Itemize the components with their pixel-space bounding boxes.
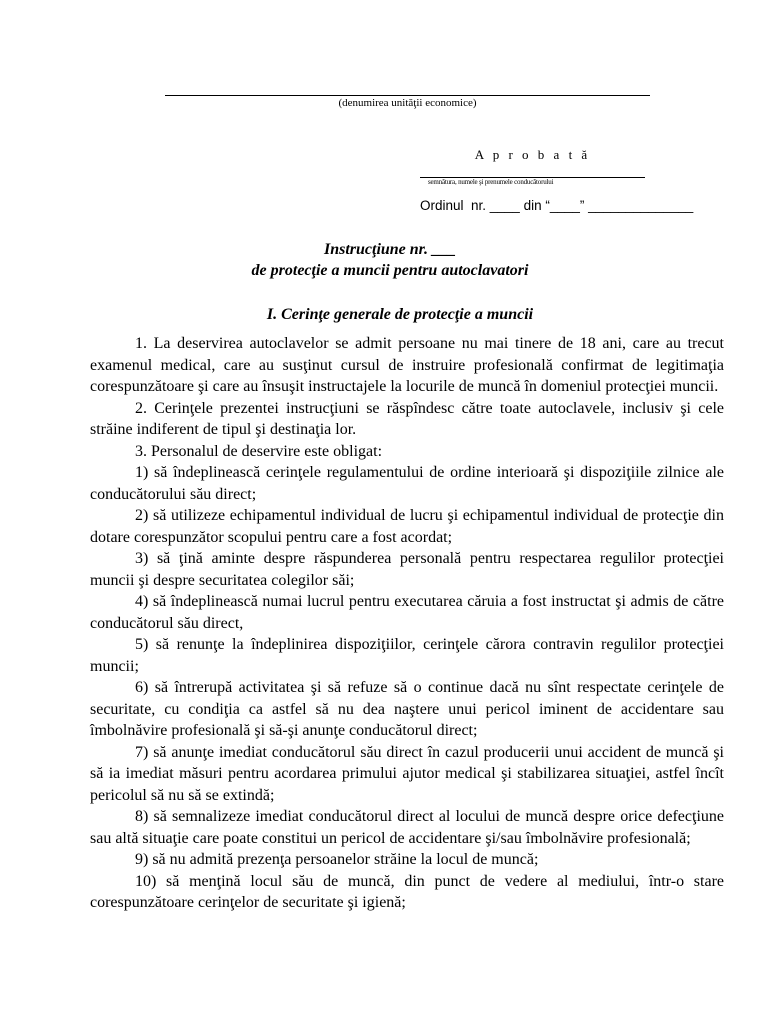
document-title-line-2: de protecţie a muncii pentru autoclavatori <box>251 262 529 279</box>
paragraph: 10) să menţină locul său de muncă, din punct de vedere al mediului, într-o stare corespunzătoare cerinţelor de securitate şi igienă; <box>90 872 724 911</box>
signature-caption: semnătura, numele şi prenumele conducătorului <box>428 178 554 186</box>
paragraph: 8) să semnalizeze imediat conducătorul direct al locului de muncă despre orice defecţiune sau altă situaţie care poate constitui un pericol de accidentare şi/sau îmbolnăvire profesională; <box>90 808 724 847</box>
paragraph: 6) să întrerupă activitatea şi să refuze să o continue dacă nu sînt respectate cerinţele de securitate, cu condiţia ca astfel să nu dea naştere unui pericol iminent de accidentare sau îmbolnăvire profesională şi să-şi anunţe conducătorul direct; <box>90 679 724 739</box>
section-title: I. Cerinţe generale de protecţie a muncii <box>266 306 534 323</box>
document-title <box>130 239 650 281</box>
paragraph: 1) să îndeplinească cerinţele regulamentului de ordine interioară şi dispoziţiile zilnice ale conducătorului său direct; <box>90 464 724 503</box>
paragraph: 3. Personalul de deservire este obligat: <box>135 442 383 460</box>
paragraph: 4) să îndeplinească numai lucrul pentru executarea căruia a fost instructat şi admis de către conducătorul său direct, <box>90 593 724 632</box>
paragraph: 2. Cerinţele prezentei instrucţiuni se răspîndesc către toate autoclavele, inclusiv şi cele străine indiferent de tipul şi destinaţia lor. <box>90 399 724 438</box>
document-body <box>90 333 724 914</box>
document-title-line-1: Instrucţiune nr. ___ <box>323 241 457 258</box>
paragraph: 3) să ţină aminte despre răspunderea personală pentru respectarea regulilor protecţiei muncii şi despre securitatea colegilor săi; <box>90 550 724 589</box>
unit-name-caption: (denumirea unităţii economice) <box>338 97 477 109</box>
paragraph: 7) să anunţe imediat conducătorul său direct în cazul producerii unui accident de muncă şi să ia imediat măsuri pentru acordarea primului ajutor medical şi stabilizarea situaţiei, astfel încît pericolul să nu să se extindă; <box>90 743 724 804</box>
paragraph: 9) să nu admită prezenţa persoanelor străine la locul de muncă; <box>135 851 539 868</box>
approval-label: A p r o b a t ă <box>474 147 591 162</box>
paragraph: 1. La deservirea autoclavelor se admit persoane nu mai tinere de 18 ani, care au trecut examenul medical, care au susţinut cursul de instruire profesională confirmat de legitimaţia corespunzătoare şi care au însuşit instructajele la locurile de muncă în domeniul protecţiei muncii. <box>90 335 724 395</box>
paragraph: 5) să renunţe la îndeplinirea dispoziţiilor, cerinţele cărora contravin regulilor protecţiei muncii; <box>90 636 724 675</box>
paragraph: 2) să utilizeze echipamentul individual de lucru şi echipamentul individual de protecţie din dotare corespunzător scopului pentru care a fost acordat; <box>90 507 724 546</box>
unit-name-line <box>165 95 650 96</box>
order-line: Ordinul nr. ____ din “____” ______________ <box>420 198 694 213</box>
